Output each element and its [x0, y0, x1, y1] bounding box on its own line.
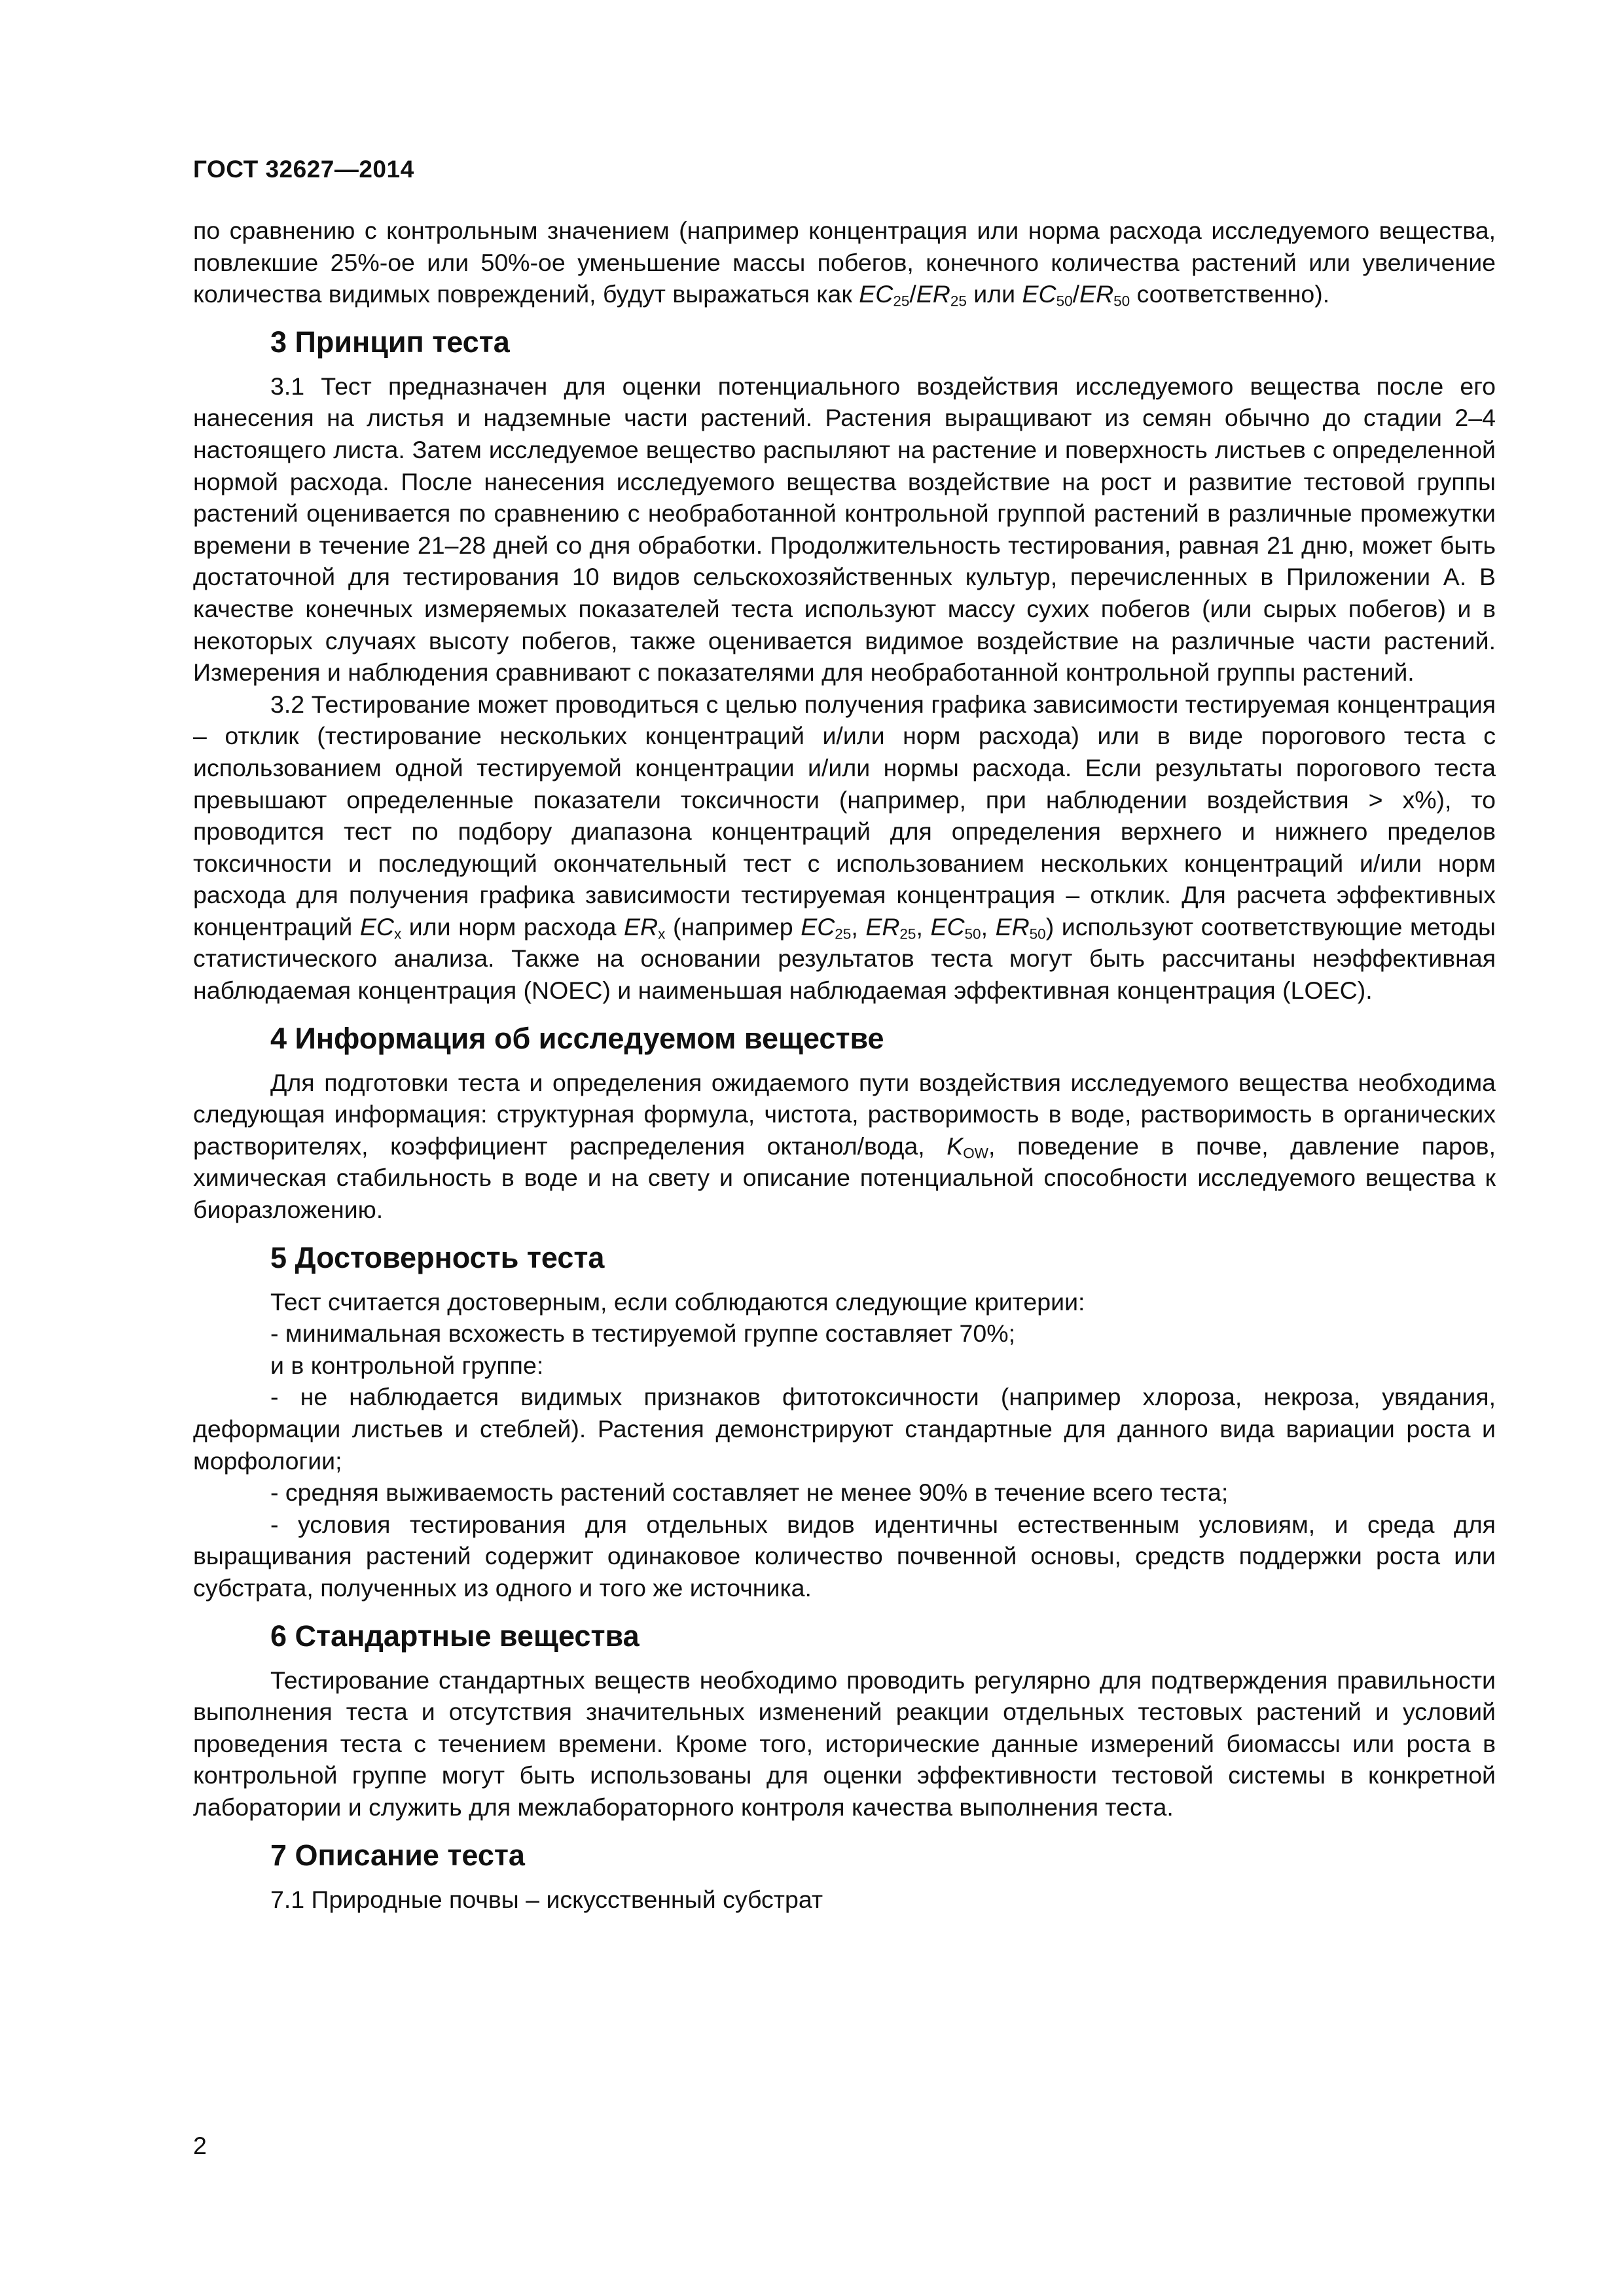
document-header: ГОСТ 32627—2014: [193, 156, 414, 183]
criteria-item: - не наблюдается видимых признаков фитотоксичности (например хлороза, некроза, увядания, деформации листьев и стеблей). Растения демонстрируют стандартные для данного вида вариации роста и морфологии;: [193, 1383, 1496, 1475]
intro-text: по сравнению с контрольным значением (например концентрация или норма расхода исследуемого вещества, повлекшие 25%-ое или 50%-ое уменьшение массы побегов, конечного количества растений или увеличение количества видимых повреждений, будут выражаться как: [193, 217, 1496, 308]
ec-symbol: EC: [930, 912, 965, 941]
document-body: [193, 215, 1496, 1915]
text: Для подготовки теста и определения ожидаемого пути воздействия исследуемого вещества необходима следующая информация: структурная формула, чистота, растворимость в воде, растворимость в органических растворителях, коэффициент распределения октанол/вода,: [193, 1068, 1496, 1160]
subscript: 50: [1029, 925, 1046, 942]
subscript: 25: [893, 293, 910, 310]
comma: ,: [981, 912, 996, 941]
criteria-item: - средняя выживаемость растений составляет не менее 90% в течение всего теста;: [270, 1479, 1229, 1507]
text: ) используют соответствующие методы статистического анализа. Также на основании результатов теста могут быть рассчитаны неэффективная наблюдаемая концентрация (NOEC) и наименьшая наблюдаемая эффективная концентрация (LOEC).: [193, 912, 1496, 1005]
section-7-1-paragraph: 7.1 Природные почвы – искусственный субстрат: [270, 1885, 823, 1913]
section-7-heading: 7 Описание теста: [270, 1838, 525, 1872]
text: , поведение в почве, давление паров, химическая стабильность в воде и на свету и описание потенциальной способности исследуемого вещества к биоразложению.: [193, 1132, 1496, 1224]
comma: ,: [916, 912, 931, 941]
section-4-heading: 4 Информация об исследуемом веществе: [270, 1021, 884, 1055]
section-4-paragraph: [193, 1067, 1496, 1226]
section-3-heading: 3 Принцип теста: [270, 325, 510, 359]
subscript: 50: [1113, 293, 1130, 310]
page-number: 2: [193, 2132, 207, 2159]
subscript: 25: [950, 293, 967, 310]
subscript: 25: [835, 925, 852, 942]
ec-symbol: EC: [1022, 280, 1056, 308]
k-symbol: K: [947, 1132, 964, 1160]
section-6-heading: 6 Стандартные вещества: [270, 1619, 640, 1653]
ec-symbol: EC: [859, 280, 893, 308]
criteria-item: - минимальная всхожесть в тестируемой группе составляет 70%;: [270, 1319, 1015, 1348]
subscript: 25: [899, 925, 916, 942]
section-3-2-paragraph: [193, 689, 1496, 1007]
or-text: или: [966, 280, 1022, 308]
text: (например: [665, 912, 801, 941]
criteria-intro: Тест считается достоверным, если соблюдаются следующие критерии:: [270, 1287, 1085, 1316]
text: или норм расхода: [401, 912, 624, 941]
slash: /: [1072, 280, 1080, 308]
subscript: 50: [964, 925, 981, 942]
ec-symbol: EC: [801, 912, 835, 941]
section-6-paragraph: Тестирование стандартных веществ необходимо проводить регулярно для подтверждения правильности выполнения теста и отсутствия значительных изменений реакции отдельных тестовых растений и условий проведения теста с течением времени. Кроме того, исторические данные измерений биомассы или роста в контрольной группе могут быть использованы для оценки эффективности тестовой системы в конкретной лаборатории и служить для межлабораторного контроля качества выполнения теста.: [193, 1666, 1496, 1821]
subscript: x: [393, 925, 402, 942]
subscript: 50: [1056, 293, 1073, 310]
ec-symbol: EC: [359, 912, 394, 941]
subscript: x: [658, 925, 666, 942]
section-3-1-paragraph: 3.1 Тест предназначен для оценки потенциального воздействия исследуемого вещества после его нанесения на листья и надземные части растений. Растения выращивают из семян обычно до стадии 2–4 настоящего листа. Затем исследуемое вещество распыляют на растение и поверхность листьев с определенной нормой расхода. После нанесения исследуемого вещества воздействие на рост и развитие тестовой группы растений оценивается по сравнению с необработанной контрольной группой растений в различные промежутки времени в течение 21–28 дней со дня обработки. Продолжительность тестирования, равная 21 дню, может быть достаточной для тестирования 10 видов сельскохозяйственных культур, перечисленных в Приложении А. В качестве конечных измеряемых показателей теста используют массу сухих побегов (или сырых побегов) и в некоторых случаях высоту побегов, также оценивается видимое воздействие на различные части растений. Измерения и наблюдения сравнивают с показателями для необработанной контрольной группы растений.: [193, 372, 1496, 687]
subscript: OW: [963, 1145, 989, 1162]
er-symbol: ER: [865, 912, 900, 941]
er-symbol: ER: [624, 912, 659, 941]
intro-tail: соответственно).: [1130, 280, 1330, 308]
text: 3.2 Тестирование может проводиться с целью получения графика зависимости тестируемая концентрация – отклик (тестирование нескольких концентраций и/или норм расхода) или в виде порогового теста с использованием одной тестируемой концентрации и/или нормы расхода. Если результаты порогового теста превышают определенные показатели токсичности (например, при наблюдении воздействия > x%), то проводится тест по подбору диапазона концентраций для определения верхнего и нижнего пределов токсичности и последующий окончательный тест с использованием нескольких концентраций и/или норм расхода для получения графика зависимости тестируемая концентрация – отклик. Для расчета эффективных концентраций: [193, 690, 1496, 941]
section-5-heading: 5 Достоверность теста: [270, 1240, 605, 1274]
comma: ,: [851, 912, 866, 941]
er-symbol: ER: [1079, 280, 1114, 308]
er-symbol: ER: [995, 912, 1030, 941]
slash: /: [909, 280, 916, 308]
criteria-subheading: и в контрольной группе:: [270, 1351, 544, 1379]
intro-paragraph: [193, 215, 1496, 310]
er-symbol: ER: [916, 280, 950, 308]
criteria-item: - условия тестирования для отдельных видов идентичны естественным условиям, и среда для выращивания растений содержит одинаковое количество почвенной основы, средств поддержки роста или субстрата, полученных из одного и того же источника.: [193, 1510, 1496, 1602]
